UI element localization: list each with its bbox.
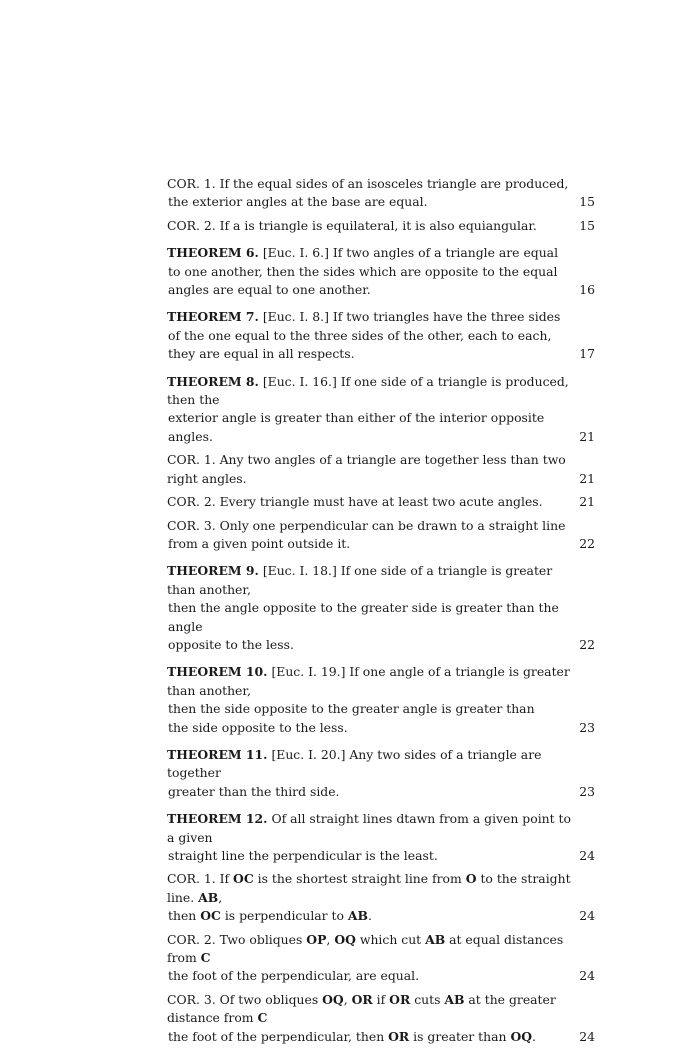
toc-entry-text (167, 244, 573, 299)
toc-page-number: 22 (579, 535, 595, 551)
text-run: [Euc. I. 16.] If one side of a triangle is produced, then the (167, 373, 569, 408)
text-run: is the shortest straight line from (253, 871, 466, 887)
bold-label: THEOREM 12. (167, 811, 268, 827)
toc-entry-text (167, 308, 573, 363)
bold-label: OQ (334, 931, 356, 947)
toc-entry (167, 244, 595, 299)
toc-entry (167, 663, 595, 737)
text-run: then (168, 908, 201, 924)
bold-label: OP (306, 931, 327, 947)
bold-label: O (465, 871, 477, 887)
toc-entry (167, 931, 595, 986)
text-run: COR. 1. Any two angles of a triangle are together less than two right angles. (167, 452, 566, 486)
text-run: COR. 3. Of two obliques (167, 991, 323, 1007)
toc-entry (167, 451, 595, 488)
text-run: Of all straight lines dtawn from a given point to a given (167, 811, 571, 845)
toc-entry (167, 562, 595, 654)
toc-entry-text (167, 562, 573, 654)
text-run: the exterior angles at the base are equal. (168, 194, 428, 210)
toc-entry-line (167, 535, 573, 553)
toc-entry-text (167, 870, 573, 925)
text-run: is greater than (409, 1028, 511, 1044)
text-run: [Euc. I. 6.] If two angles of a triangle are equal (258, 245, 559, 261)
toc-entry-line (167, 193, 573, 211)
toc-page-number: 23 (579, 783, 595, 799)
text-run: straight line the perpendicular is the least. (168, 848, 438, 863)
text-run: they are equal in all respects. (168, 346, 355, 362)
toc-page-number: 24 (579, 848, 595, 863)
bold-label: THEOREM 8. (167, 373, 259, 389)
toc-page-number: 21 (579, 470, 595, 486)
text-run: the foot of the perpendicular, are equal. (168, 968, 420, 984)
toc-entry-line (167, 599, 573, 636)
bold-label: AB (198, 889, 219, 905)
toc-entry-line (167, 373, 573, 410)
bold-label: OC (233, 871, 254, 887)
toc-page-number: 21 (579, 428, 595, 444)
toc-entry-line (167, 746, 573, 783)
toc-page-number: 24 (579, 968, 595, 984)
toc-entry-text (167, 931, 573, 986)
text-run: [Euc. I. 18.] If one side of a triangle is greater than another, (167, 563, 553, 597)
text-run: at the greater distance from (167, 991, 556, 1026)
toc-entry-line (167, 931, 573, 968)
bold-label: OQ (322, 991, 344, 1007)
text-run: from a given point outside it. (168, 535, 351, 551)
toc-entry-line (167, 281, 573, 299)
toc-entry-line (167, 517, 573, 535)
toc-entry-text (167, 991, 573, 1046)
bold-label: THEOREM 10. (167, 664, 268, 680)
toc-entry-line (167, 991, 573, 1028)
toc-entry-line (167, 700, 573, 718)
toc-entry-line (167, 217, 573, 235)
bold-label: OR (388, 1028, 410, 1044)
text-run: then the side opposite to the greater angle is greater than (168, 701, 535, 717)
bold-label: THEOREM 6. (167, 245, 259, 261)
toc-entry-line (167, 308, 573, 326)
bold-label: THEOREM 11. (167, 746, 268, 762)
toc-entry-line (167, 244, 573, 262)
text-run: [Euc. I. 19.] If one angle of a triangle is greater than another, (167, 664, 570, 698)
toc-entry-line (167, 847, 573, 865)
toc-page-number: 15 (579, 217, 595, 233)
text-run: COR. 2. If a is triangle is equilateral, it is also equiangular. (167, 217, 537, 233)
toc-page-number: 16 (579, 282, 595, 298)
toc-entry (167, 991, 595, 1046)
bold-label: AB (444, 991, 465, 1007)
toc-entry-line (167, 345, 573, 363)
toc-page-number: 24 (579, 908, 595, 924)
toc-entry-text (167, 175, 573, 212)
toc-entry (167, 308, 595, 363)
bold-label: OC (200, 908, 221, 924)
bold-label: OR (351, 991, 373, 1007)
toc-entry-line (167, 327, 573, 345)
bold-label: THEOREM 7. (167, 309, 259, 325)
text-run: opposite to the less. (168, 636, 294, 652)
toc-entry-text (167, 451, 573, 488)
toc-entry-line (167, 870, 573, 907)
text-run: is perpendicular to (220, 908, 348, 924)
toc-entry-line (167, 409, 573, 446)
toc-entry (167, 810, 595, 865)
text-run: , (343, 991, 352, 1007)
text-run: cuts (410, 991, 445, 1007)
toc-entry-line (167, 1028, 573, 1046)
text-run: then the angle opposite to the greater side is greater than the angle (168, 600, 559, 634)
toc-entry-line (167, 967, 573, 985)
bold-label: AB (347, 908, 369, 924)
toc-page-number: 17 (579, 346, 595, 362)
toc-entry-line (167, 562, 573, 599)
text-run: if (372, 991, 390, 1007)
toc-entry-text (167, 517, 573, 554)
toc-entry (167, 493, 595, 511)
text-run: COR. 2. Two obliques (167, 931, 307, 947)
toc-entry-line (167, 663, 573, 700)
text-run: at equal distances from (167, 931, 564, 966)
toc-entry (167, 217, 595, 235)
toc-entry (167, 870, 595, 925)
text-run: , (326, 931, 335, 947)
bold-label: C (200, 950, 211, 966)
toc-entry-line (167, 636, 573, 654)
toc-entry-text (167, 373, 573, 447)
text-run: of the one equal to the three sides of the other, each to each, (168, 327, 552, 343)
text-run: . (532, 1028, 536, 1044)
text-run: to one another, then the sides which are opposite to the equal (168, 263, 558, 279)
toc-entry-line (167, 175, 573, 193)
text-run: exterior angle is greater than either of the interior opposite angles. (168, 410, 545, 444)
text-run: COR. 1. If (167, 871, 234, 887)
text-run: which cut (355, 931, 426, 947)
bold-label: C (257, 1010, 268, 1026)
toc-entry (167, 517, 595, 554)
toc-entry-text (167, 746, 573, 801)
toc-entry-line (167, 451, 573, 488)
text-run: COR. 3. Only one perpendicular can be drawn to a straight line (167, 517, 566, 533)
toc-page-number: 23 (579, 719, 595, 735)
toc-entry (167, 746, 595, 801)
toc-entry-text (167, 217, 573, 235)
text-run: angles are equal to one another. (168, 282, 371, 298)
toc-entry-line (167, 493, 573, 511)
toc-entry-text (167, 493, 573, 511)
toc-page-number: 21 (579, 494, 595, 510)
toc-page-number: 22 (579, 636, 595, 652)
toc-entry (167, 373, 595, 447)
table-of-contents (167, 175, 595, 1046)
text-run: the foot of the perpendicular, then (168, 1028, 389, 1044)
bold-label: OR (389, 991, 411, 1007)
bold-label: OQ (510, 1028, 533, 1044)
toc-entry-line (167, 810, 573, 847)
toc-entry (167, 175, 595, 212)
toc-entry-line (167, 907, 573, 925)
toc-page-number: 15 (579, 194, 595, 210)
bold-label: AB (425, 931, 446, 947)
toc-entry-line (167, 719, 573, 737)
text-run: COR. 2. Every triangle must have at least two acute angles. (167, 494, 543, 510)
text-run: . (368, 908, 372, 924)
text-run: [Euc. I. 20.] Any two sides of a triangle are together (167, 746, 542, 781)
toc-page-number: 24 (579, 1028, 595, 1044)
text-run: , (218, 889, 223, 905)
toc-entry-line (167, 263, 573, 281)
text-run: greater than the third side. (168, 783, 340, 799)
toc-entry-text (167, 663, 573, 737)
bold-label: THEOREM 9. (167, 563, 259, 579)
toc-entry-text (167, 810, 573, 865)
toc-entry-line (167, 783, 573, 801)
text-run: [Euc. I. 8.] If two triangles have the three sides (258, 309, 561, 325)
text-run: to the straight line. (167, 871, 571, 905)
text-run: the side opposite to the less. (168, 719, 348, 735)
text-run: COR. 1. If the equal sides of an isosceles triangle are produced, (167, 176, 569, 191)
